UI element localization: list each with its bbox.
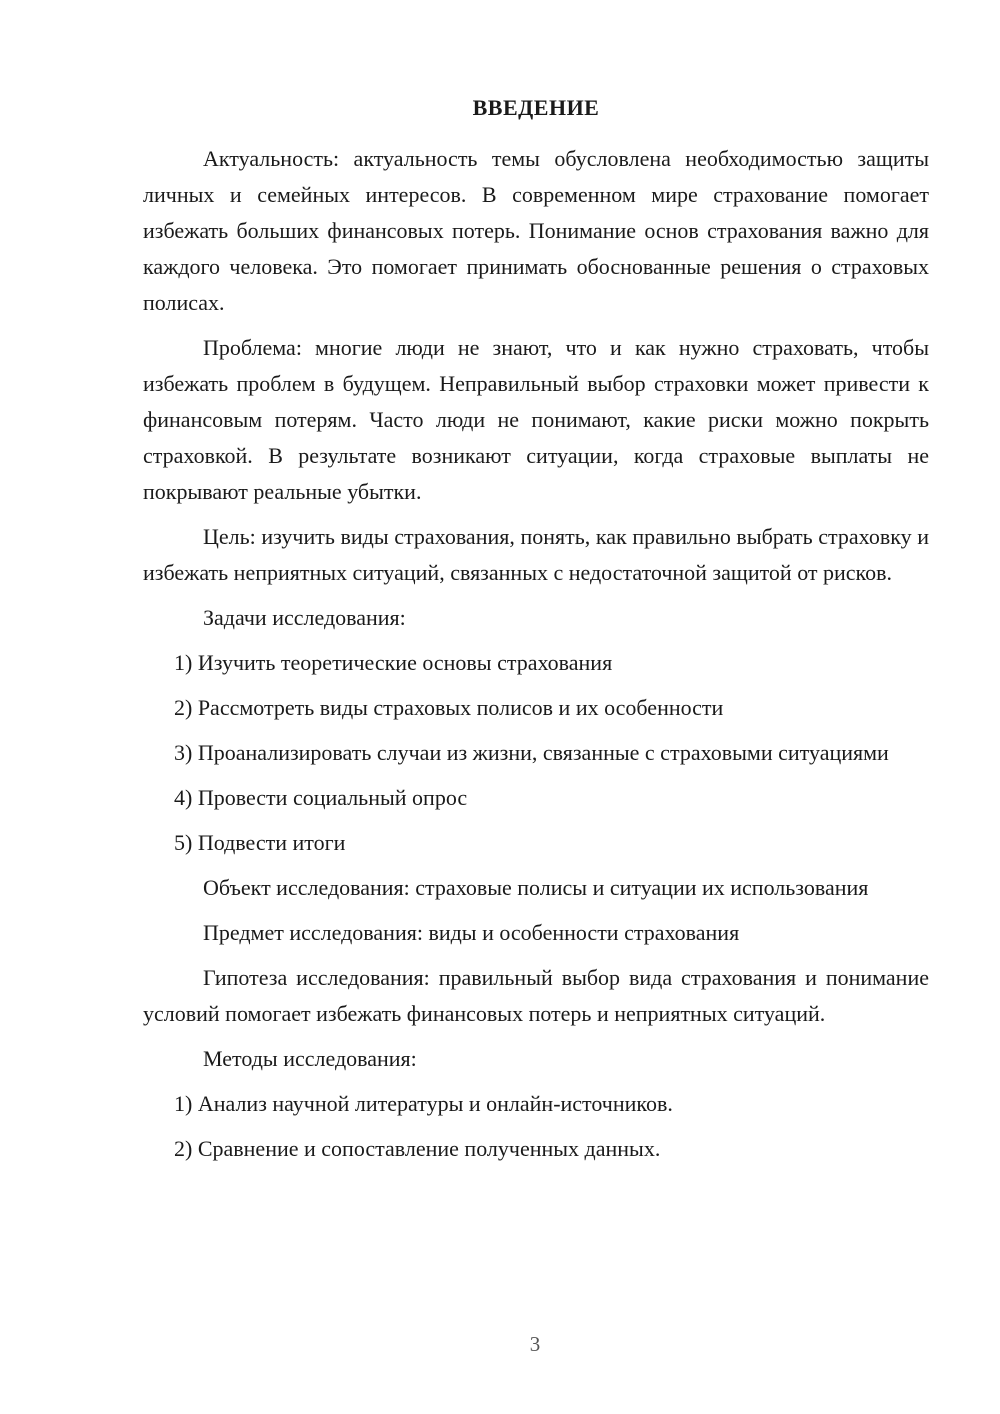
task-item: 2) Рассмотреть виды страховых полисов и их особенности: [174, 695, 724, 720]
paragraph-hypothesis: Гипотеза исследования: правильный выбор вида страхования и понимание условий помогает избежать финансовых потерь и неприятных ситуаций.: [143, 965, 929, 1026]
method-item: 1) Анализ научной литературы и онлайн-источников.: [174, 1091, 673, 1116]
task-item: 1) Изучить теоретические основы страхования: [174, 650, 613, 675]
task-item: 5) Подвести итоги: [174, 830, 346, 855]
document-body: [143, 141, 929, 1176]
page-title: ВВЕДЕНИЕ: [472, 95, 600, 120]
methods-heading: Методы исследования:: [203, 1046, 417, 1071]
paragraph-subject: Предмет исследования: виды и особенности страхования: [203, 920, 740, 945]
task-item: 3) Проанализировать случаи из жизни, связанные с страховыми ситуациями: [174, 740, 889, 765]
paragraph-object: Объект исследования: страховые полисы и ситуации их использования: [203, 875, 869, 900]
paragraph-relevance: Актуальность: актуальность темы обусловлена необходимостью защиты личных и семейных интересов. В современном мире страхование помогает избежать больших финансовых потерь. Понимание основ страхования важно для каждого человека. Это помогает принимать обоснованные решения о страховых полисах.: [143, 146, 929, 315]
tasks-heading: Задачи исследования:: [203, 605, 406, 630]
page-number: 3: [529, 1332, 541, 1356]
task-item: 4) Провести социальный опрос: [174, 785, 468, 810]
paragraph-problem: Проблема: многие люди не знают, что и как нужно страховать, чтобы избежать проблем в будущем. Неправильный выбор страховки может привести к финансовым потерям. Часто люди не понимают, какие риски можно покрыть страховкой. В результате возникают ситуации, когда страховые выплаты не покрывают реальные убытки.: [143, 335, 929, 504]
paragraph-goal: Цель: изучить виды страхования, понять, как правильно выбрать страховку и избежать неприятных ситуаций, связанных с недостаточной защитой от рисков.: [143, 524, 929, 585]
method-item: 2) Сравнение и сопоставление полученных данных.: [174, 1136, 661, 1161]
